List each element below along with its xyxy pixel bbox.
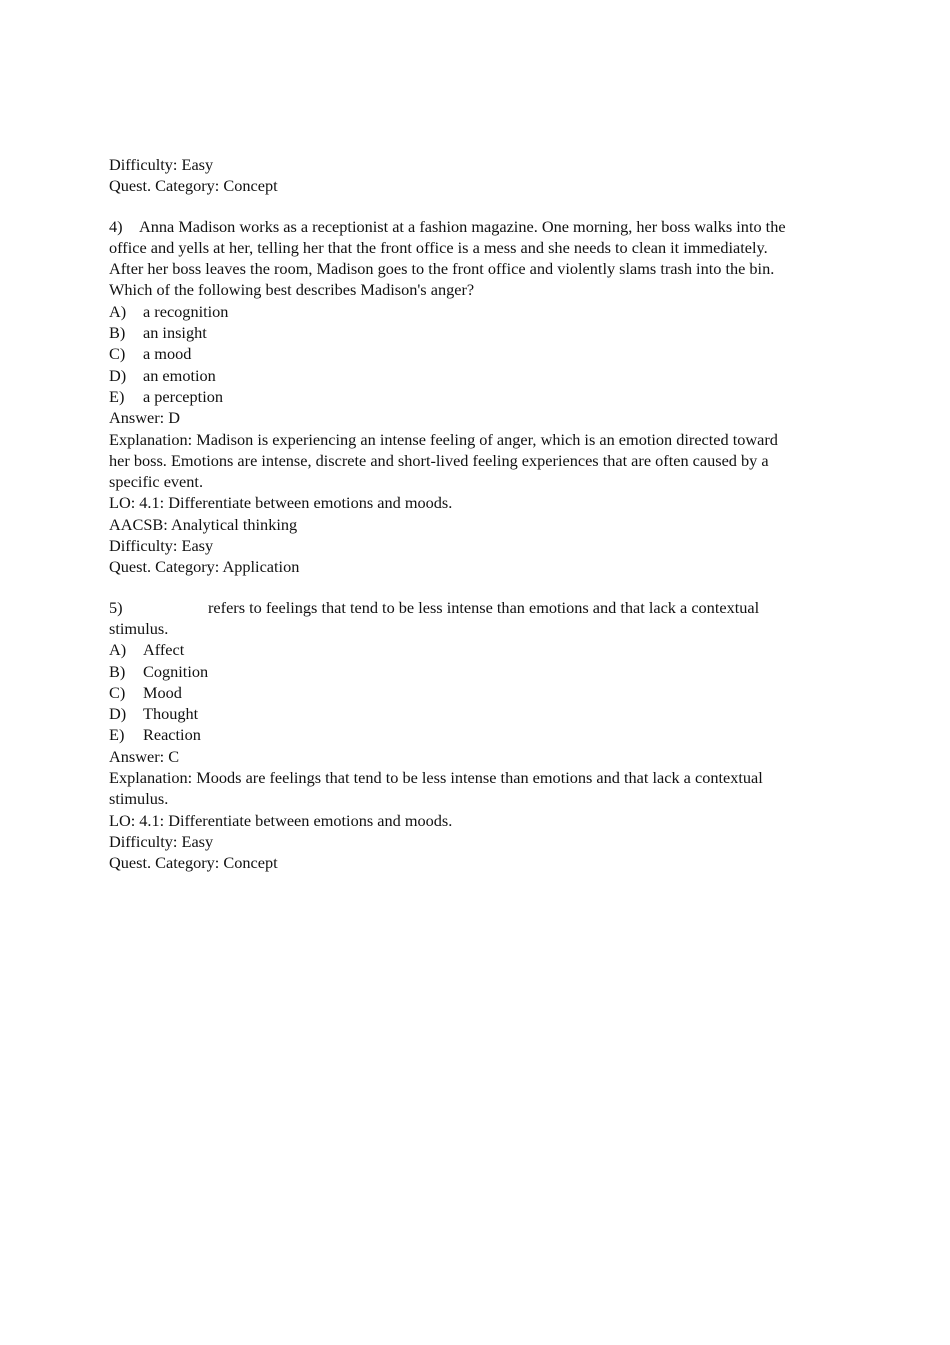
question-4-stem-line-3: After her boss leaves the room, Madison goes to the front office and violently slams trash into the bin. (109, 259, 775, 279)
question-5-explanation-line-1: Explanation: Moods are feelings that tend to be less intense than emotions and that lack a contextual (109, 768, 763, 788)
question-5 (109, 597, 849, 874)
question-4-category: Quest. Category: Application (109, 557, 300, 577)
question-4 (109, 216, 849, 578)
question-5-option-d: D) Thought (109, 704, 199, 724)
question-4-number: 4) (109, 216, 123, 236)
question-5-option-a: A) Affect (109, 640, 185, 660)
question-4-difficulty: Difficulty: Easy (109, 536, 214, 556)
question-4-stem-line-1: 4) Anna Madison works as a receptionist at a fashion magazine. One morning, her boss walks into the (109, 216, 786, 236)
question-5-stem-line-2: stimulus. (109, 618, 169, 638)
question-4-stem-line-2: office and yells at her, telling her that the front office is a mess and she needs to clean it immediately. (109, 237, 768, 257)
question-5-stem-line-1: 5) refers to feelings that tend to be less intense than emotions and that lack a contextual (109, 597, 760, 617)
question-5-option-b: B) Cognition (109, 661, 209, 681)
question-4-explanation-line-3: specific event. (109, 472, 204, 492)
question-4-stem-line-4: Which of the following best describes Madison's anger? (109, 280, 475, 300)
question-5-explanation-line-2: stimulus. (109, 789, 169, 809)
prev-category: Quest. Category: Concept (109, 176, 278, 196)
question-4-explanation-line-1: Explanation: Madison is experiencing an intense feeling of anger, which is an emotion directed toward (109, 429, 778, 449)
question-4-option-c: C) a mood (109, 344, 192, 364)
question-4-aacsb: AACSB: Analytical thinking (109, 514, 298, 534)
question-4-option-e: E) a perception (109, 386, 224, 406)
prev-difficulty: Difficulty: Easy (109, 155, 214, 174)
question-5-option-e: E) Reaction (109, 725, 201, 745)
question-5-answer: Answer: C (109, 746, 180, 766)
question-5-category: Quest. Category: Concept (109, 853, 278, 873)
question-4-explanation-line-2: her boss. Emotions are intense, discrete and short-lived feeling experiences that are often caused by a (109, 450, 769, 470)
question-5-learning-objective: LO: 4.1: Differentiate between emotions and moods. (109, 810, 453, 830)
question-5-number: 5) (109, 597, 123, 617)
document-page (109, 154, 849, 874)
question-4-option-d: D) an emotion (109, 365, 216, 385)
question-5-option-c: C) Mood (109, 682, 182, 702)
question-4-learning-objective: LO: 4.1: Differentiate between emotions and moods. (109, 493, 453, 513)
question-4-option-a: A) a recognition (109, 301, 229, 321)
question-4-answer: Answer: D (109, 408, 180, 428)
question-4-option-b: B) an insight (109, 323, 207, 343)
question-5-difficulty: Difficulty: Easy (109, 831, 214, 851)
